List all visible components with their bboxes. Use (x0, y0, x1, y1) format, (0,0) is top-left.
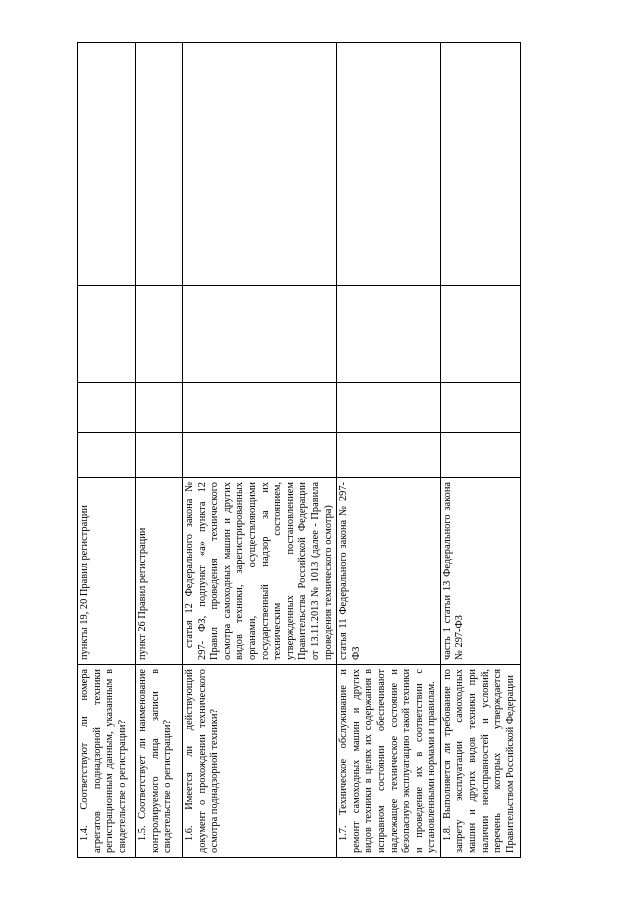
question-cell: 1.6. Имеется ли действующий документ о прохождении технического осмотра поднадзорной техники? (183, 665, 337, 858)
answer-cell-na (78, 286, 136, 383)
note-cell (440, 43, 520, 286)
note-cell (337, 43, 441, 286)
answer-cell-yes (337, 433, 441, 478)
table-row (440, 43, 520, 858)
answer-cell-no (183, 383, 337, 433)
note-cell (78, 43, 136, 286)
rotated-page (77, 43, 516, 858)
question-cell: 1.7. Техническое обслуживание и ремонт самоходных машин и других видов техники в целях их содержания в исправном состоянии обеспечивают надлежащее техническое состояние и безопасную эксплуатацию такой техники и проведение их в соответствии с установленными нормами и правилам. (337, 665, 441, 858)
reference-cell: часть 1 статьи 13 Федерального закона № 297-ФЗ (440, 478, 520, 665)
question-cell: 1.4. Соответствуют ли номера агрегатов поднадзорной техники регистрационным данным, указанным в свидетельстве о регистрации? (78, 665, 136, 858)
question-cell: 1.8. Выполняется ли требование по запрету эксплуатации самоходных машин и других видов техники при наличии неисправностей и условий, перечень которых утверждается Правительством Российской Федерации (440, 665, 520, 858)
answer-cell-na (136, 286, 183, 383)
answer-cell-yes (78, 433, 136, 478)
reference-cell: пункты 19, 20 Правил регистрации (78, 478, 136, 665)
reference-cell: статья 11 Федерального закона № 297- ФЗ (337, 478, 441, 665)
answer-cell-no (136, 383, 183, 433)
answer-cell-na (337, 286, 441, 383)
answer-cell-na (183, 286, 337, 383)
reference-cell: пункт 26 Правил регистрации (136, 478, 183, 665)
answer-cell-no (440, 383, 520, 433)
table-row (136, 43, 183, 858)
answer-cell-yes (136, 433, 183, 478)
question-cell: 1.5. Соответствует ли наименование контролируемого лица записи в свидетельстве о регистрации? (136, 665, 183, 858)
answer-cell-no (337, 383, 441, 433)
answer-cell-no (78, 383, 136, 433)
checklist-table (77, 42, 521, 858)
table-row (183, 43, 337, 858)
table-row (337, 43, 441, 858)
answer-cell-yes (183, 433, 337, 478)
answer-cell-yes (440, 433, 520, 478)
reference-cell: статья 12 Федерального закона № 297- ФЗ, подпункт «а» пункта 12 Правил проведения технического осмотра самоходных машин и других видов техники, зарегистрированных органами, осуществляющими государственный надзор за их техническим состоянием, утвержденных постановлением Правительства Российской Федерации от 13.11.2013 № 1013 (далее - Правила проведения технического осмотра) (183, 478, 337, 665)
note-cell (136, 43, 183, 286)
note-cell (183, 43, 337, 286)
answer-cell-na (440, 286, 520, 383)
table-row (78, 43, 136, 858)
